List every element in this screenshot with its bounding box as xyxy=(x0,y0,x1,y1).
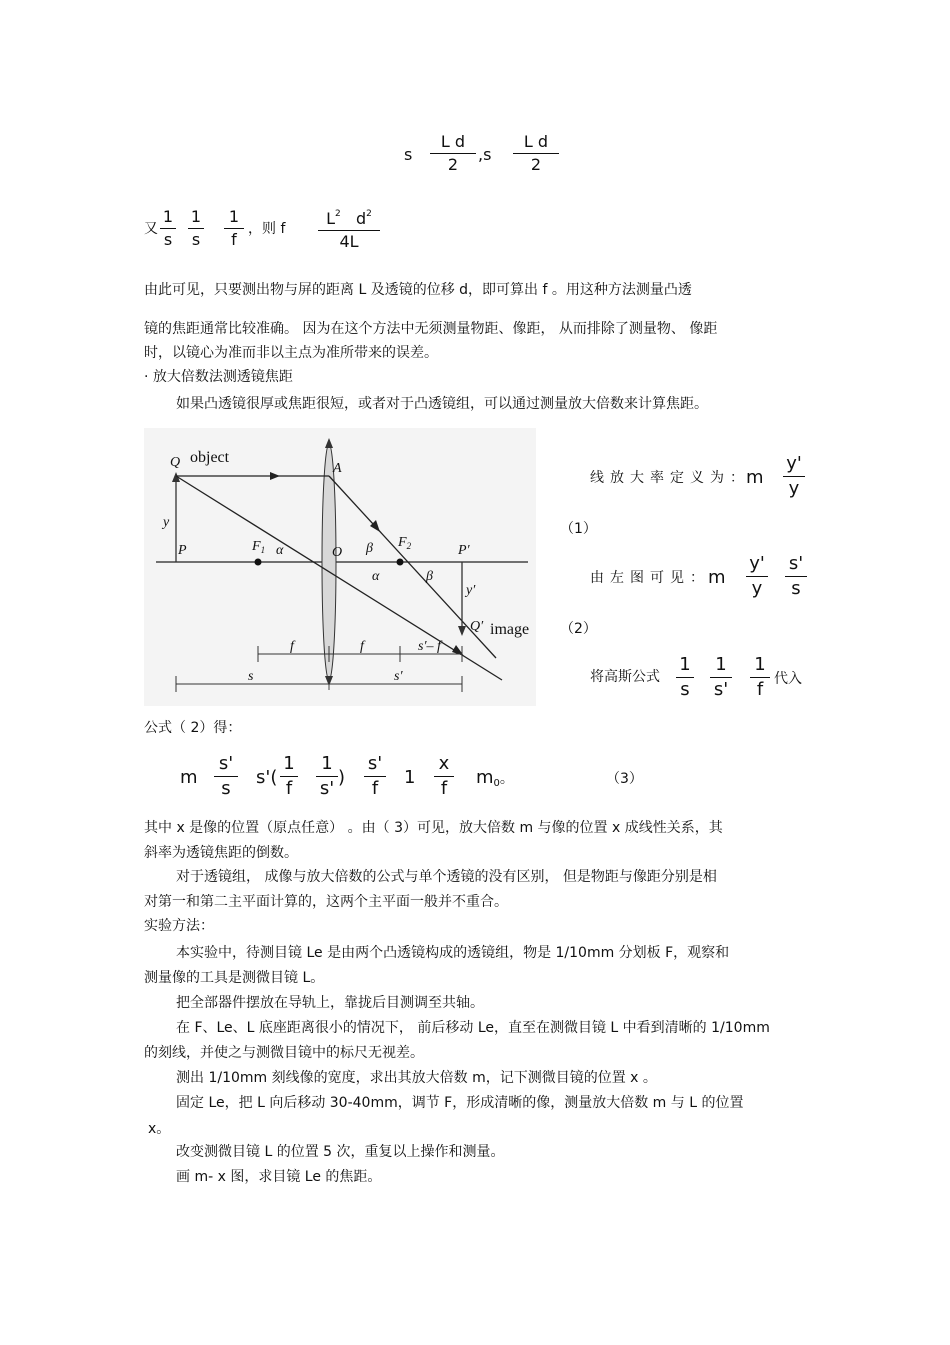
eq-gauss-prefix: 又 xyxy=(144,221,158,237)
eq-gauss-frac-f: 1 f xyxy=(224,208,244,249)
eq-s-denominator-1: 2 xyxy=(447,155,459,174)
label-O: O xyxy=(332,545,343,560)
lens-ray-diagram xyxy=(144,428,536,706)
para2-line2: 斜率为透镜焦距的倒数。 xyxy=(144,845,298,861)
fig-fraction-s: s' s xyxy=(785,554,807,599)
eq-gauss-denominator: 4L xyxy=(339,232,359,251)
gauss-frac-sprime: 1 s' xyxy=(710,655,732,700)
step3-line1: 在 F、Le、L 底座距离很小的情况下， 前后移动 Le，直至在测微目镜 L 中看到清晰的 1/10mm xyxy=(176,1020,770,1036)
formula-intro: 公式（ 2）得： xyxy=(144,720,242,736)
big-frac-f: 1 f xyxy=(280,754,298,799)
big-sp-paren: s'( xyxy=(256,767,278,788)
def-text: 线放大率定义为： xyxy=(590,470,750,486)
para3-line2: 对第一和第二主平面计算的，这两个主平面一般并不重合。 xyxy=(144,894,508,910)
gauss-frac-s: 1 s xyxy=(676,655,694,700)
label-P: P xyxy=(178,543,187,558)
step5-line2: x。 xyxy=(148,1121,171,1137)
step1-line2: 测量像的工具是测微目镜 L。 xyxy=(144,970,325,986)
label-F1: $F_1$ xyxy=(252,539,266,555)
big-frac-x-f: x f xyxy=(434,754,454,799)
def-fraction: y' y xyxy=(783,454,805,499)
label-Q: Q xyxy=(170,455,181,470)
label-beta-1: β xyxy=(366,541,373,556)
eq-gauss-then: ，则 f xyxy=(248,221,286,237)
para2-line1: 其中 x 是像的位置（原点任意） 。由（ 3）可见，放大倍数 m 与像的位置 x 成线性关系，其 xyxy=(144,820,723,836)
step3-line2: 的刻线，并使之与测微目镜中的标尺无视差。 xyxy=(144,1045,424,1061)
gauss-text: 将高斯公式 xyxy=(590,669,660,685)
big-m0: $m_0$。 xyxy=(476,767,514,789)
gauss-frac-f: 1 f xyxy=(750,655,770,700)
big-frac-sprime: 1 s' xyxy=(316,754,338,799)
eq-gauss-numerator: $L^2$ $d^2$ xyxy=(326,209,372,228)
eq-gauss-frac-s: 1 s xyxy=(160,208,176,249)
label-P-prime: P′ xyxy=(458,543,470,558)
eq-gauss-frac-sprime: 1 s xyxy=(188,208,204,249)
label-s-minus-f: s′– f xyxy=(418,639,441,654)
step6: 改变测微目镜 L 的位置 5 次，重复以上操作和测量。 xyxy=(176,1144,505,1160)
method-title: 实验方法： xyxy=(144,918,214,934)
para3-line1: 对于透镜组， 成像与放大倍数的公式与单个透镜的没有区别， 但是物距与像距分别是相 xyxy=(176,869,717,885)
para1-line2: 镜的焦距通常比较准确。 因为在这个方法中无须测量物距、像距， 从而排除了测量物、 像距 xyxy=(144,321,718,337)
eq-s-numerator-1: L d xyxy=(440,132,466,151)
label-alpha-2: α xyxy=(372,569,380,584)
intro-text: 如果凸透镜很厚或焦距很短，或者对于凸透镜组，可以通过测量放大倍数来计算焦距。 xyxy=(176,396,708,412)
label-image: image xyxy=(490,621,530,638)
step4: 测出 1/10mm 刻线像的宽度，求出其放大倍数 m，记下测微目镜的位置 x 。 xyxy=(176,1070,657,1086)
substitute-text: 代入 xyxy=(774,671,802,687)
eq-number-3: （3） xyxy=(606,771,643,787)
label-y-prime: y′ xyxy=(466,583,476,598)
eq-gauss-frac-result xyxy=(318,205,380,251)
label-A: A xyxy=(333,461,342,476)
label-s: s xyxy=(248,669,254,684)
step2: 把全部器件摆放在导轨上，靠拢后目测调至共轴。 xyxy=(176,995,484,1011)
eq-s-comma: ,s xyxy=(478,145,492,164)
big-frac-sp-f: s' f xyxy=(364,754,386,799)
def-m: m xyxy=(746,467,764,488)
eq-s-fraction-1 xyxy=(430,133,476,174)
label-object: object xyxy=(190,449,230,466)
label-Q-prime: Q′ xyxy=(470,619,484,634)
eq-number-2: （2） xyxy=(560,621,597,637)
para1-line3: 时，以镜心为准而非以主点为准所带来的误差。 xyxy=(144,345,438,361)
step7: 画 m- x 图，求目镜 Le 的焦距。 xyxy=(176,1169,382,1185)
eq-s-numerator-2: L d xyxy=(523,132,549,151)
para1-line1: 由此可见，只要测出物与屏的距离 L 及透镜的位移 d，即可算出 f 。用这种方法测量凸透 xyxy=(144,282,692,298)
step1-line1: 本实验中，待测目镜 Le 是由两个凸透镜构成的透镜组，物是 1/10mm 分划板 F，观察和 xyxy=(176,945,730,961)
step5-line1: 固定 Le，把 L 向后移动 30-40mm，调节 F，形成清晰的像，测量放大倍数 m 与 L 的位置 xyxy=(176,1095,744,1111)
section-heading: · 放大倍数法测透镜焦距 xyxy=(144,369,293,385)
fig-m: m xyxy=(708,567,726,588)
eq-s-var: s xyxy=(404,145,413,164)
label-alpha: α xyxy=(276,543,284,558)
label-f-2: f xyxy=(360,639,364,654)
big-one: 1 xyxy=(404,767,416,788)
label-s-prime: s′ xyxy=(394,669,403,684)
label-f-1: f xyxy=(290,639,294,654)
big-frac-s: s' s xyxy=(214,754,238,799)
from-figure-text: 由左图可见： xyxy=(590,570,710,586)
label-beta-2: β xyxy=(426,569,433,584)
eq-s-denominator-2: 2 xyxy=(530,155,542,174)
label-y: y xyxy=(163,515,170,530)
label-F2: $F_2$ xyxy=(398,535,412,551)
fig-fraction-y: y' y xyxy=(746,554,768,599)
eq-number-1: （1） xyxy=(560,521,597,537)
big-m: m xyxy=(180,767,198,788)
eq-s-fraction-2 xyxy=(513,133,559,174)
big-close-paren: ) xyxy=(338,767,346,788)
